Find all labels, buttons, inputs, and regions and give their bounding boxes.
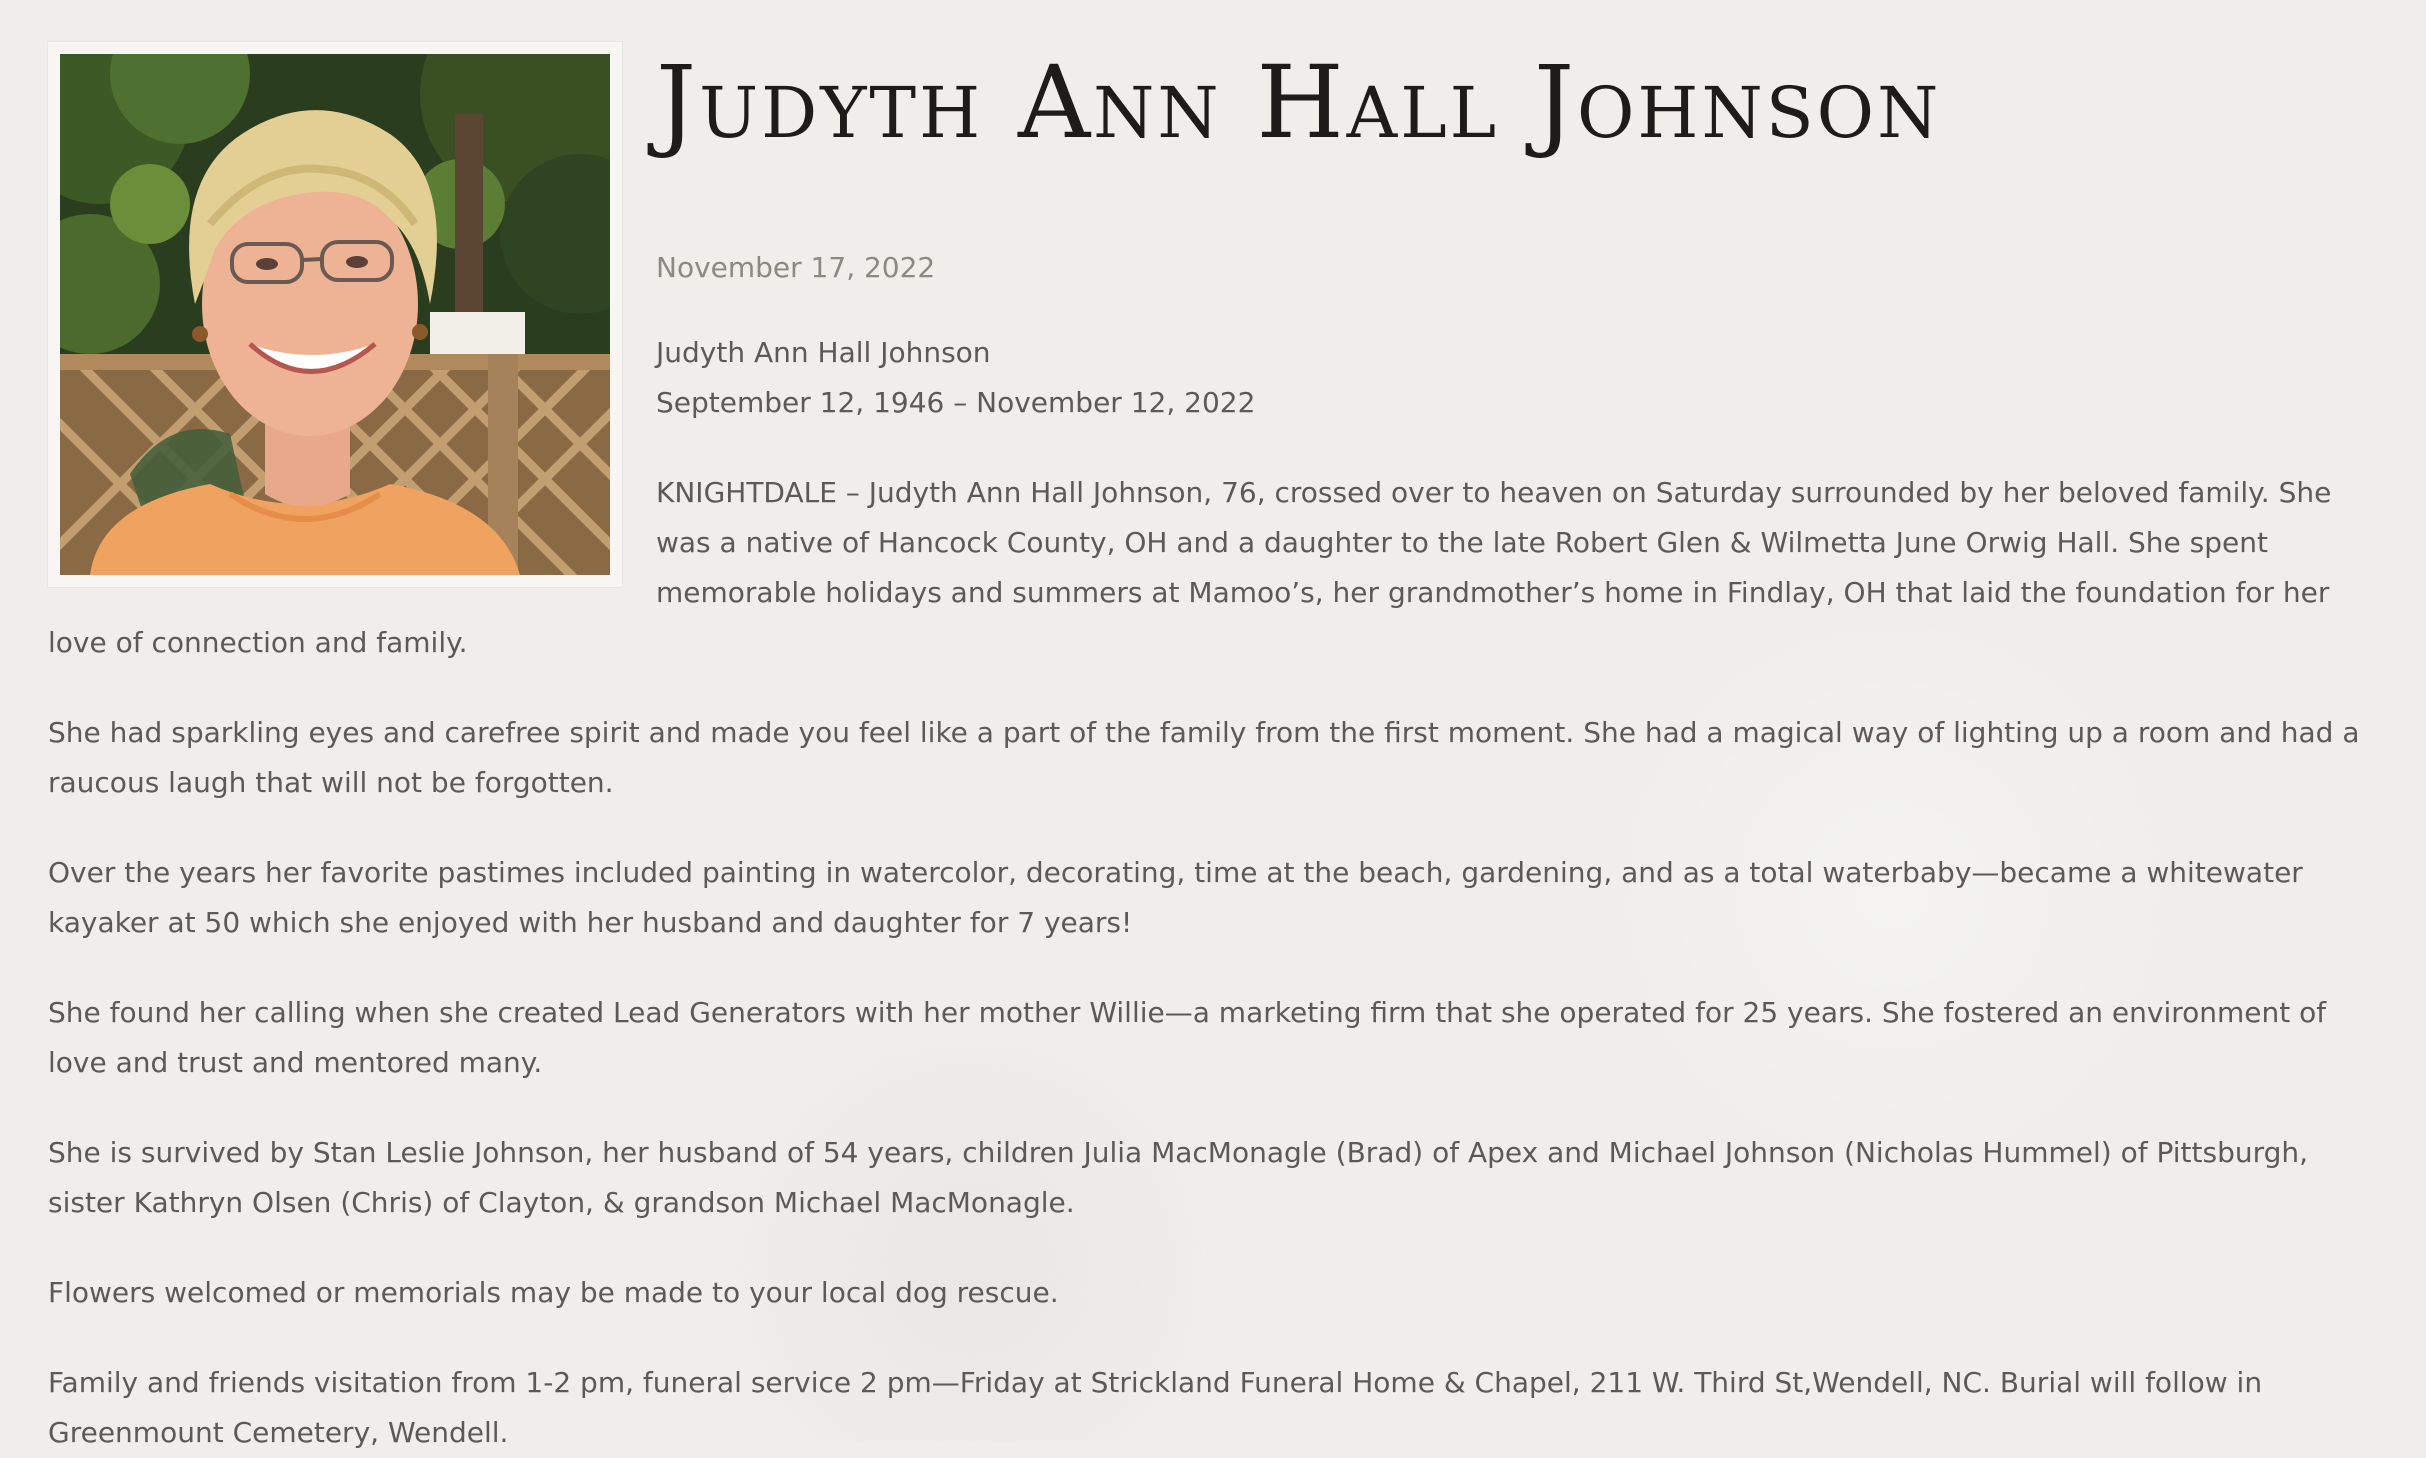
- deceased-name: Judyth Ann Hall Johnson: [656, 336, 991, 369]
- obituary-paragraph: Family and friends visitation from 1-2 pm, funeral service 2 pm—Friday at Strickland Funeral Home & Chapel, 211 W. Third St,Wendell, NC. Burial will follow in Greenmount Cemetery, Wendell.: [48, 1366, 2263, 1449]
- obituary-paragraph: KNIGHTDALE – Judyth Ann Hall Johnson, 76, crossed over to heaven on Saturday surrounded by her beloved family. She was a native of Hancock County, OH and a daughter to the late Robert Glen & Wilmetta June Orwig Hall. She spent memorable holidays and summers at Mamoo’s, her grandmother’s home in Findlay, OH that laid the foundation for her love of connection and family.: [48, 476, 2332, 659]
- obituary-title: Judyth Ann Hall Johnson: [656, 44, 1942, 161]
- publish-date: November 17, 2022: [656, 251, 936, 284]
- obituary-paragraph: Flowers welcomed or memorials may be made to your local dog rescue.: [48, 1276, 1059, 1309]
- obituary-paragraph: Over the years her favorite pastimes included painting in watercolor, decorating, time at the beach, gardening, and as a total waterbaby—became a whitewater kayaker at 50 which she enjoyed with her husband and daughter for 7 years!: [48, 856, 2303, 939]
- obituary-paragraph: She is survived by Stan Leslie Johnson, her husband of 54 years, children Julia MacMonagle (Brad) of Apex and Michael Johnson (Nicholas Hummel) of Pittsburgh, sister Kathryn Olsen (Chris) of Clayton, & grandson Michael MacMonagle.: [48, 1136, 2309, 1219]
- obituary-paragraph: She found her calling when she created Lead Generators with her mother Willie—a marketing firm that she operated for 25 years. She fostered an environment of love and trust and mentored many.: [48, 996, 2327, 1079]
- obituary-paragraph: She had sparkling eyes and carefree spirit and made you feel like a part of the family from the first moment. She had a magical way of lighting up a room and had a raucous laugh that will not be forgotten.: [48, 716, 2360, 799]
- obituary-article: [48, 42, 2393, 1458]
- portrait-photo: [60, 54, 610, 575]
- portrait-photo-frame: [48, 42, 622, 587]
- life-dates: September 12, 1946 – November 12, 2022: [656, 386, 1256, 419]
